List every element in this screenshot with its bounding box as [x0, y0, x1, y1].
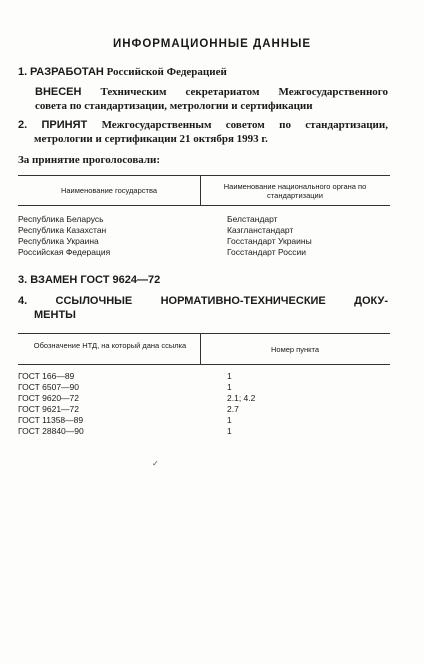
table2-items: [227, 371, 255, 437]
table2-col1-header: Обозначение НТД, на который дана ссылка: [33, 341, 187, 350]
table-cell: ГОСТ 166—89: [18, 371, 75, 381]
voted-label: За принятие проголосовали:: [18, 154, 161, 166]
introduced-line2: совета по стандартизации, метрологии и сертификации: [35, 100, 313, 112]
section-number: 1.: [18, 66, 28, 78]
table-cell: 1: [227, 371, 232, 381]
table1-bodies: [227, 214, 312, 258]
table-cell: Республика Беларусь: [18, 214, 104, 224]
introduced-line1: Техническим секретариатом Межгосударственного: [100, 86, 389, 98]
replaces-text: ВЗАМЕН ГОСТ 9624—72: [30, 274, 161, 286]
table2-header-rule: [18, 364, 390, 365]
table1-header-rule: [18, 205, 390, 206]
section-number: 2.: [18, 119, 28, 131]
table-cell: Республика Казахстан: [18, 225, 107, 235]
table-cell: Российская Федерация: [18, 247, 111, 257]
table-cell: Казгланстандарт: [227, 225, 294, 235]
section-number: 4.: [18, 295, 28, 307]
adopted-line2: метрологии и сертификации 21 октября 1993 г.: [34, 133, 268, 145]
introduced-heading: ВНЕСЕН: [35, 86, 82, 98]
table-cell: 1: [227, 426, 232, 436]
table2-docs: [18, 371, 84, 437]
table1-top-rule: [18, 175, 390, 176]
page-mark: ✓: [152, 459, 159, 468]
table-cell: 1: [227, 382, 232, 392]
table-cell: 1: [227, 415, 232, 425]
table-cell: 2.1; 4.2: [227, 393, 256, 403]
adopted-line1: Межгосударственным советом по стандартизации,: [101, 119, 388, 131]
references-line2: МЕНТЫ: [34, 309, 76, 321]
table-cell: ГОСТ 11358—89: [18, 415, 84, 425]
table-cell: ГОСТ 28840—90: [18, 426, 84, 436]
table-cell: ГОСТ 9621—72: [18, 404, 80, 414]
references-line1: ССЫЛОЧНЫЕ НОРМАТИВНО-ТЕХНИЧЕСКИЕ ДОКУ-: [55, 295, 388, 307]
table1-states: [18, 214, 110, 258]
table-cell: Госстандарт Украины: [227, 236, 312, 246]
section-introduced: [35, 85, 388, 113]
section-heading: РАЗРАБОТАН: [29, 66, 104, 78]
table-cell: ГОСТ 6507—90: [18, 382, 80, 392]
section-text: Российской Федерацией: [106, 66, 227, 78]
section-number: 3.: [18, 274, 28, 286]
table-cell: 2.7: [227, 404, 239, 414]
section-developed: [18, 65, 390, 79]
table2-col2-header: Номер пункта: [270, 345, 319, 354]
section-adopted: [18, 118, 388, 146]
table1-col2-header: Наименование национального органа по стандартизации: [223, 182, 367, 200]
table-cell: Республика Украина: [18, 236, 99, 246]
adopted-heading: ПРИНЯТ: [41, 119, 88, 131]
table2-top-rule: [18, 333, 390, 334]
table1-divider: [200, 175, 201, 205]
section-replaces: [18, 273, 390, 287]
table-cell: ГОСТ 9620—72: [18, 393, 80, 403]
table-cell: Белстандарт: [227, 214, 278, 224]
table1-col1-header: Наименование государства: [60, 186, 158, 195]
section-references: [18, 294, 388, 322]
page-title: ИНФОРМАЦИОННЫЕ ДАННЫЕ: [112, 38, 312, 50]
table-cell: Госстандарт России: [227, 247, 306, 257]
